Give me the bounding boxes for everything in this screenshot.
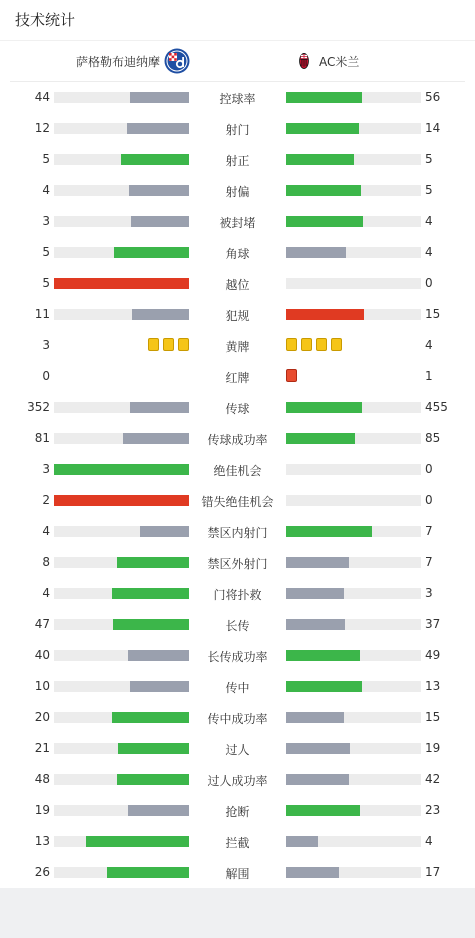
- home-bar-track: [54, 154, 189, 165]
- away-value: 19: [425, 741, 441, 755]
- home-bar: [113, 619, 189, 630]
- home-bar: [140, 526, 189, 537]
- stat-row: [0, 578, 475, 609]
- away-value: 5: [425, 183, 433, 197]
- away-bar: [286, 867, 339, 878]
- stat-row: [0, 144, 475, 175]
- home-bar: [112, 712, 189, 723]
- stat-row: [0, 516, 475, 547]
- away-bar: [286, 650, 360, 661]
- away-bar: [286, 526, 372, 537]
- away-cards: [286, 338, 342, 351]
- away-value: 7: [425, 524, 433, 538]
- home-bar: [130, 92, 189, 103]
- home-value: 3: [42, 338, 50, 352]
- away-cards: [286, 369, 297, 382]
- home-bar-track: [54, 836, 189, 847]
- away-value: 0: [425, 462, 433, 476]
- home-value: 3: [42, 462, 50, 476]
- away-value: 1: [425, 369, 433, 383]
- home-bar-track: [54, 588, 189, 599]
- home-bar-track: [54, 650, 189, 661]
- home-value: 5: [42, 152, 50, 166]
- away-bar: [286, 309, 364, 320]
- home-value: 81: [34, 431, 50, 445]
- home-value: 4: [42, 586, 50, 600]
- home-value: 4: [42, 183, 50, 197]
- away-value: 23: [425, 803, 441, 817]
- away-bar-track: [286, 278, 421, 289]
- ac-milan-crest-icon: [295, 48, 313, 74]
- away-bar: [286, 185, 361, 196]
- stat-label: 射正: [225, 154, 250, 168]
- home-bar-track: [54, 92, 189, 103]
- home-bar: [117, 557, 189, 568]
- stat-label: 传中成功率: [207, 712, 268, 726]
- stat-label: 射偏: [225, 185, 250, 199]
- stat-row: [0, 361, 475, 392]
- stat-row: [0, 485, 475, 516]
- away-bar-track: [286, 650, 421, 661]
- away-value: 13: [425, 679, 441, 693]
- away-value: 15: [425, 710, 441, 724]
- stat-label: 犯规: [225, 309, 250, 323]
- away-value: 17: [425, 865, 441, 879]
- stat-label: 抢断: [225, 805, 250, 819]
- home-bar: [130, 681, 189, 692]
- teams-header: [10, 41, 465, 82]
- away-value: 4: [425, 338, 433, 352]
- yellow-card-icon: [316, 338, 327, 351]
- away-bar-track: [286, 464, 421, 475]
- home-bar-track: [54, 123, 189, 134]
- stat-row: [0, 826, 475, 857]
- away-bar: [286, 836, 318, 847]
- away-team-name: AC米兰: [319, 54, 360, 69]
- home-bar: [86, 836, 189, 847]
- away-bar: [286, 681, 362, 692]
- away-bar: [286, 774, 349, 785]
- stat-label: 控球率: [219, 92, 256, 106]
- stat-label: 被封堵: [219, 216, 256, 230]
- stat-label: 绝佳机会: [213, 464, 262, 478]
- stat-label: 解围: [225, 867, 250, 881]
- away-bar-track: [286, 867, 421, 878]
- away-value: 42: [425, 772, 441, 786]
- home-bar: [127, 123, 189, 134]
- away-bar-track: [286, 402, 421, 413]
- home-value: 19: [34, 803, 50, 817]
- home-bar-track: [54, 185, 189, 196]
- home-team-name: 萨格勒布迪纳摩: [75, 54, 160, 69]
- home-value: 2: [42, 493, 50, 507]
- stat-label: 拦截: [225, 836, 250, 850]
- away-value: 15: [425, 307, 441, 321]
- home-value: 11: [34, 307, 50, 321]
- stat-label: 红牌: [225, 371, 250, 385]
- home-bar: [131, 216, 189, 227]
- home-bar: [130, 402, 189, 413]
- home-bar: [117, 774, 189, 785]
- away-bar-track: [286, 619, 421, 630]
- home-bar-track: [54, 464, 189, 475]
- away-bar-track: [286, 247, 421, 258]
- home-bar-track: [54, 526, 189, 537]
- away-value: 0: [425, 276, 433, 290]
- home-bar: [132, 309, 189, 320]
- stat-row: [0, 702, 475, 733]
- home-value: 12: [34, 121, 50, 135]
- stat-label: 过人: [225, 743, 250, 757]
- yellow-card-icon: [286, 338, 297, 351]
- stat-row: [0, 113, 475, 144]
- away-bar: [286, 247, 346, 258]
- home-bar: [54, 464, 189, 475]
- home-bar-track: [54, 402, 189, 413]
- home-bar-track: [54, 867, 189, 878]
- stat-row: [0, 299, 475, 330]
- away-bar: [286, 712, 344, 723]
- home-value: 48: [34, 772, 50, 786]
- yellow-card-icon: [301, 338, 312, 351]
- home-bar-track: [54, 433, 189, 444]
- away-bar-track: [286, 836, 421, 847]
- home-bar-track: [54, 681, 189, 692]
- home-bar: [121, 154, 189, 165]
- away-bar-track: [286, 216, 421, 227]
- stat-label: 传中: [225, 681, 250, 695]
- stat-row: [0, 671, 475, 702]
- away-bar: [286, 216, 363, 227]
- away-team[interactable]: [295, 48, 359, 74]
- home-value: 44: [34, 90, 50, 104]
- stat-row: [0, 640, 475, 671]
- away-bar-track: [286, 92, 421, 103]
- stat-row: [0, 237, 475, 268]
- home-bar: [123, 433, 189, 444]
- away-bar-track: [286, 557, 421, 568]
- home-value: 3: [42, 214, 50, 228]
- away-bar-track: [286, 805, 421, 816]
- away-bar-track: [286, 433, 421, 444]
- home-value: 8: [42, 555, 50, 569]
- dinamo-zagreb-crest-icon: [164, 48, 190, 74]
- home-value: 26: [34, 865, 50, 879]
- away-value: 14: [425, 121, 441, 135]
- home-bar-track: [54, 557, 189, 568]
- home-value: 10: [34, 679, 50, 693]
- away-bar-track: [286, 526, 421, 537]
- home-bar-track: [54, 774, 189, 785]
- away-bar: [286, 402, 362, 413]
- yellow-card-icon: [163, 338, 174, 351]
- away-value: 37: [425, 617, 441, 631]
- away-bar: [286, 619, 345, 630]
- away-value: 4: [425, 834, 433, 848]
- away-bar: [286, 557, 349, 568]
- stat-row: [0, 206, 475, 237]
- home-bar-track: [54, 805, 189, 816]
- away-bar: [286, 743, 350, 754]
- home-bar: [112, 588, 189, 599]
- home-bar: [128, 650, 189, 661]
- away-bar-track: [286, 495, 421, 506]
- stat-row: [0, 609, 475, 640]
- stat-label: 禁区外射门: [207, 557, 268, 571]
- away-bar-track: [286, 743, 421, 754]
- stat-label: 传球成功率: [207, 433, 268, 447]
- stat-row: [0, 795, 475, 826]
- away-value: 85: [425, 431, 441, 445]
- away-bar: [286, 433, 355, 444]
- home-bar: [114, 247, 189, 258]
- away-bar-track: [286, 309, 421, 320]
- home-bar: [54, 278, 189, 289]
- section-title: 技术统计: [0, 0, 475, 41]
- away-bar-track: [286, 123, 421, 134]
- stat-label: 角球: [225, 247, 250, 261]
- away-bar: [286, 123, 359, 134]
- stat-row: [0, 733, 475, 764]
- home-cards: [148, 338, 189, 351]
- home-value: 0: [42, 369, 50, 383]
- stat-label: 过人成功率: [207, 774, 268, 788]
- home-bar-track: [54, 278, 189, 289]
- home-team[interactable]: [76, 48, 190, 74]
- away-value: 3: [425, 586, 433, 600]
- away-bar: [286, 588, 344, 599]
- away-bar-track: [286, 681, 421, 692]
- away-bar-track: [286, 154, 421, 165]
- home-bar: [107, 867, 189, 878]
- away-value: 0: [425, 493, 433, 507]
- yellow-card-icon: [178, 338, 189, 351]
- away-bar: [286, 154, 354, 165]
- home-bar-track: [54, 619, 189, 630]
- home-value: 20: [34, 710, 50, 724]
- away-bar: [286, 805, 360, 816]
- stat-row: [0, 392, 475, 423]
- stat-label: 门将扑救: [213, 588, 262, 602]
- yellow-card-icon: [331, 338, 342, 351]
- home-bar-track: [54, 309, 189, 320]
- stat-row: [0, 82, 475, 113]
- home-bar: [128, 805, 189, 816]
- home-bar: [129, 185, 189, 196]
- home-value: 40: [34, 648, 50, 662]
- away-bar-track: [286, 712, 421, 723]
- home-bar: [54, 495, 189, 506]
- stat-row: [0, 423, 475, 454]
- stat-label: 黄牌: [225, 340, 250, 354]
- home-value: 352: [27, 400, 50, 414]
- yellow-card-icon: [148, 338, 159, 351]
- away-bar-track: [286, 588, 421, 599]
- home-value: 13: [34, 834, 50, 848]
- stat-label: 传球: [225, 402, 250, 416]
- stat-row: [0, 547, 475, 578]
- stat-row: [0, 268, 475, 299]
- home-value: 5: [42, 245, 50, 259]
- stat-label: 越位: [225, 278, 250, 292]
- stat-row: [0, 857, 475, 888]
- away-value: 56: [425, 90, 441, 104]
- home-value: 21: [34, 741, 50, 755]
- away-bar: [286, 92, 362, 103]
- stat-label: 射门: [225, 123, 250, 137]
- home-bar-track: [54, 743, 189, 754]
- stat-label: 错失绝佳机会: [201, 495, 274, 509]
- home-value: 5: [42, 276, 50, 290]
- away-value: 7: [425, 555, 433, 569]
- away-bar-track: [286, 774, 421, 785]
- stat-label: 长传成功率: [207, 650, 268, 664]
- away-bar-track: [286, 185, 421, 196]
- home-value: 47: [34, 617, 50, 631]
- home-bar: [118, 743, 189, 754]
- away-value: 4: [425, 245, 433, 259]
- red-card-icon: [286, 369, 297, 382]
- away-value: 4: [425, 214, 433, 228]
- away-value: 455: [425, 400, 448, 414]
- home-bar-track: [54, 495, 189, 506]
- home-bar-track: [54, 712, 189, 723]
- away-value: 49: [425, 648, 441, 662]
- stat-row: [0, 454, 475, 485]
- home-bar-track: [54, 216, 189, 227]
- away-value: 5: [425, 152, 433, 166]
- stat-row: [0, 175, 475, 206]
- stat-row: [0, 764, 475, 795]
- stat-label: 长传: [225, 619, 250, 633]
- stat-label: 禁区内射门: [207, 526, 268, 540]
- home-bar-track: [54, 247, 189, 258]
- home-value: 4: [42, 524, 50, 538]
- stat-row: [0, 330, 475, 361]
